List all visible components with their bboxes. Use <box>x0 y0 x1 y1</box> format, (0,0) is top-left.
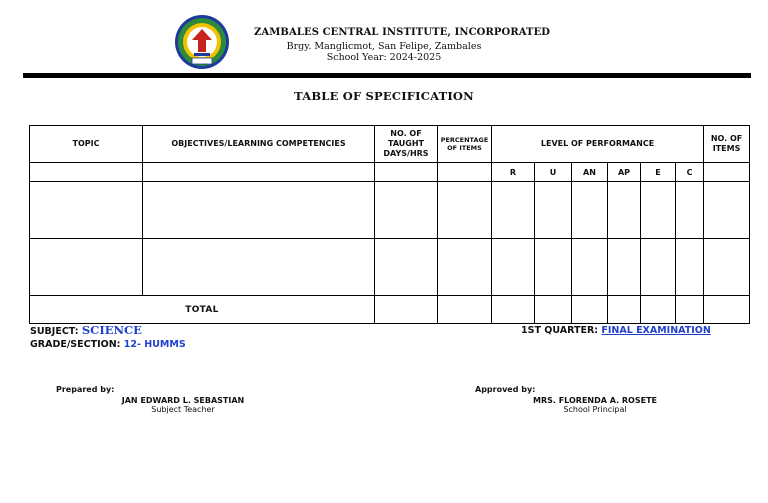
prepared-by-block <box>108 396 258 414</box>
table-cell <box>641 239 676 296</box>
table-cell <box>375 163 438 182</box>
quarter-line <box>521 325 711 336</box>
table-cell <box>572 182 608 239</box>
level-analyze: AN <box>572 163 608 182</box>
table-cell <box>572 239 608 296</box>
school-year: School Year: 2024-2025 <box>326 52 442 63</box>
preparer-role: Subject Teacher <box>151 405 215 414</box>
subject-value: SCIENCE <box>81 323 142 337</box>
school-name: ZAMBALES CENTRAL INSTITUTE, INCORPORATED <box>254 27 551 38</box>
header-no-of-items: NO. OF ITEMS <box>704 126 750 163</box>
table-cell <box>535 296 572 324</box>
table-cell <box>438 163 492 182</box>
header-taught-days: NO. OF TAUGHT DAYS/HRS <box>375 126 438 163</box>
table-cell <box>641 182 676 239</box>
prepared-by-label: Prepared by: <box>56 385 115 394</box>
total-row <box>30 296 750 324</box>
table-cell <box>143 163 375 182</box>
level-apply: AP <box>608 163 641 182</box>
table-cell <box>30 239 143 296</box>
level-understand: U <box>535 163 572 182</box>
table-cell <box>676 182 704 239</box>
specification-table <box>29 125 750 324</box>
approver-name: MRS. FLORENDA A. ROSETE <box>533 396 657 405</box>
table-cell <box>492 182 535 239</box>
table-cell <box>438 182 492 239</box>
table-cell <box>572 296 608 324</box>
table-cell <box>30 182 143 239</box>
table-cell <box>375 239 438 296</box>
table-cell <box>375 296 438 324</box>
subject-line <box>30 323 142 337</box>
grade-section-value: 12- HUMMS <box>123 339 186 350</box>
school-seal-logo <box>174 14 230 70</box>
grade-section-line <box>30 339 186 350</box>
total-label: TOTAL <box>30 296 375 324</box>
grade-section-label: GRADE/SECTION: <box>30 339 121 350</box>
table-cell <box>535 239 572 296</box>
header-objectives: OBJECTIVES/LEARNING COMPETENCIES <box>143 126 375 163</box>
table-cell <box>676 239 704 296</box>
level-remember: R <box>492 163 535 182</box>
table-cell <box>535 182 572 239</box>
preparer-name: JAN EDWARD L. SEBASTIAN <box>121 396 245 405</box>
document-title: TABLE OF SPECIFICATION <box>294 89 474 103</box>
approver-role: School Principal <box>563 405 627 414</box>
table-cell <box>143 182 375 239</box>
header-topic: TOPIC <box>30 126 143 163</box>
table-cell <box>438 239 492 296</box>
table-cell <box>30 163 143 182</box>
table-cell <box>704 239 750 296</box>
header-level-of-performance: LEVEL OF PERFORMANCE <box>492 126 704 163</box>
table-cell <box>438 296 492 324</box>
table-cell <box>704 163 750 182</box>
approved-by-label: Approved by: <box>475 385 536 394</box>
table-cell <box>608 296 641 324</box>
table-cell <box>641 296 676 324</box>
approved-by-block <box>520 396 670 414</box>
table-cell <box>375 182 438 239</box>
header-divider <box>23 73 751 78</box>
table-cell <box>608 239 641 296</box>
table-row <box>30 239 750 296</box>
header-percentage: PERCENTAGE OF ITEMS <box>438 126 492 163</box>
table-cell <box>704 182 750 239</box>
quarter-value-link[interactable]: FINAL EXAMINATION <box>601 325 711 336</box>
table-cell <box>143 239 375 296</box>
table-cell <box>676 296 704 324</box>
level-create: C <box>676 163 704 182</box>
table-cell <box>704 296 750 324</box>
level-evaluate: E <box>641 163 676 182</box>
table-cell <box>492 239 535 296</box>
table-cell <box>492 296 535 324</box>
table-cell <box>608 182 641 239</box>
quarter-label: 1ST QUARTER: <box>521 325 599 336</box>
subject-label: SUBJECT: <box>30 326 79 337</box>
school-address: Brgy. Manglicmot, San Felipe, Zambales <box>286 41 482 52</box>
table-row <box>30 182 750 239</box>
